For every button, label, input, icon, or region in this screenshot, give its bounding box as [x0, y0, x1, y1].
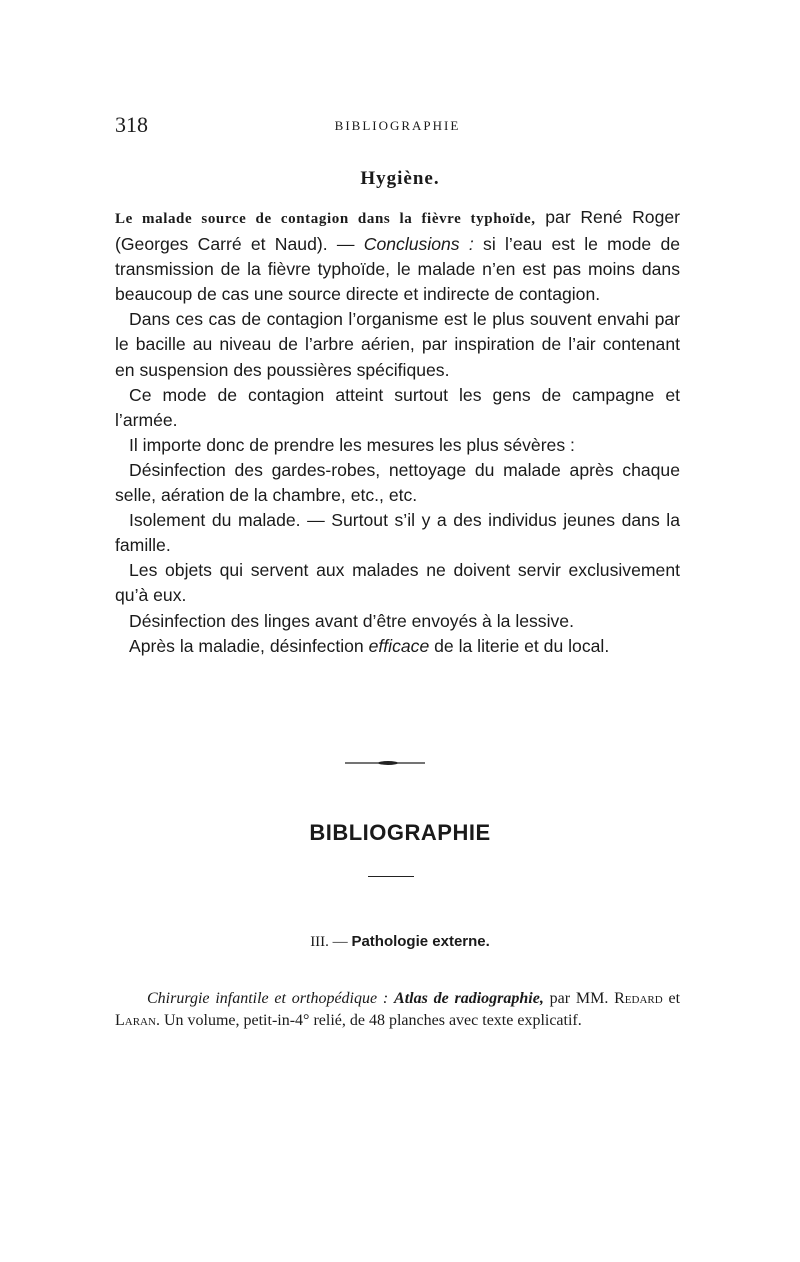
article-first-paragraph [115, 205, 680, 307]
bibliography-entry [115, 988, 680, 1031]
article-paragraph: Les objets qui servent aux malades ne doivent servir exclusivement qu’à eux. [115, 560, 680, 606]
entry-title-emphasis: Atlas de radiographie, [394, 990, 544, 1007]
page-number: 318 [115, 112, 148, 137]
entry-author: Laran. [115, 1011, 160, 1029]
conclusions-label: Conclusions : [363, 234, 474, 255]
entry-text-part: par MM. [549, 990, 609, 1007]
running-title: BIBLIOGRAPHIE [334, 118, 461, 133]
article-title: Le malade source de contagion dans la fièvre typhoïde, [115, 211, 536, 227]
article-paragraph: Il importe donc de prendre les mesures les plus sévères : [129, 434, 575, 455]
article-paragraph: Désinfection des gardes-robes, nettoyage du malade après chaque selle, aération de la chambre, etc., etc. [115, 459, 680, 506]
article-paragraph: Dans ces cas de contagion l’organisme est le plus souvent envahi par le bacille au niveau de l’arbre aérien, par inspiration de l’air contenant en suspension des poussières spécifiques. [115, 309, 680, 380]
subheading-number: III. — [310, 934, 348, 950]
entry-author: Redard [614, 990, 663, 1007]
section-title: Hygiène. [360, 168, 440, 189]
article-byline: par René Roger (Georges Carré et Naud). — [115, 207, 681, 255]
entry-description: Un volume, petit-in-4° relié, de 48 planches avec texte explicatif. [163, 1011, 582, 1029]
article-last-paragraph [115, 634, 680, 659]
conclusions-text: si l’eau est le mode de transmission de la fièvre typhoïde, le malade n’en est pas moins dans beaucoup de cas une source directe et indirecte de contagion. [115, 234, 681, 305]
last-para-start: Après la maladie, désinfection [129, 635, 364, 656]
article-paragraph: Ce mode de contagion atteint surtout les gens de campagne et l’armée. [115, 384, 680, 430]
last-para-end: de la literie et du local. [434, 635, 610, 656]
last-para-emphasis: efficace [368, 635, 430, 656]
running-head [115, 112, 680, 142]
bibliography-heading: BIBLIOGRAPHIE [309, 820, 491, 845]
article [115, 205, 680, 659]
entry-text-part: et [668, 990, 681, 1007]
section-divider-ornament [345, 758, 425, 768]
subheading-label: Pathologie externe. [351, 933, 490, 950]
bibliography-subheading [0, 933, 800, 951]
entry-text [115, 988, 680, 1031]
article-paragraph: Désinfection des linges avant d’être envoyés à la lessive. [129, 610, 574, 631]
entry-title: Chirurgie infantile et orthopédique : [147, 990, 389, 1007]
article-paragraph: Isolement du malade. — Surtout s’il y a des individus jeunes dans la famille. [115, 510, 680, 556]
heading-rule [368, 876, 414, 877]
